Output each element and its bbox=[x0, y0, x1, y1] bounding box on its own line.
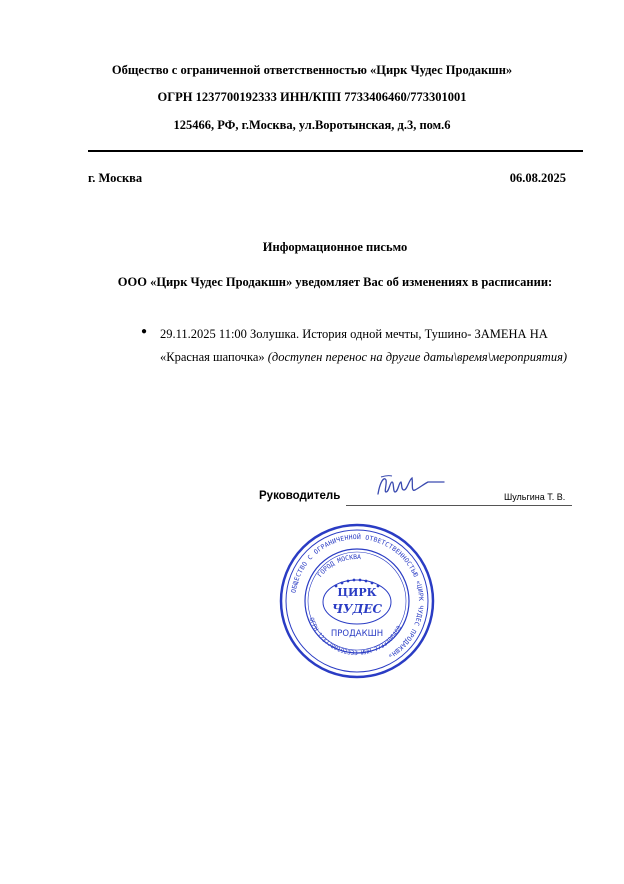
header-divider bbox=[88, 150, 583, 152]
seal-center-top: ЦИРК bbox=[337, 586, 377, 599]
letter-title: Информационное письмо bbox=[262, 240, 408, 254]
schedule-change-note: (доступен перенос на другие даты\время\мероприятия) bbox=[267, 350, 568, 364]
handwritten-signature bbox=[372, 470, 452, 502]
company-seal bbox=[278, 522, 436, 680]
signatory-name: Шульгина Т. В. bbox=[504, 492, 566, 502]
signature-line bbox=[346, 505, 572, 506]
seal-city-text: ГОРОД МОСКВА bbox=[315, 552, 362, 579]
letterhead-address: 125466, РФ, г.Москва, ул.Воротынская, д.3, пом.6 bbox=[173, 118, 451, 132]
seal-center-bottom: ПРОДАКШН bbox=[330, 629, 384, 639]
letter-date: 06.08.2025 bbox=[509, 171, 566, 185]
seal-center-mid: ЧУДЕС bbox=[331, 602, 383, 616]
letterhead-company: Общество с ограниченной ответственностью «Цирк Чудес Продакшн» bbox=[111, 63, 513, 77]
letter-city: г. Москва bbox=[88, 171, 143, 185]
letter-intro: ООО «Цирк Чудес Продакшн» уведомляет Вас об изменениях в расписании: bbox=[117, 275, 553, 289]
letterhead-registration: ОГРН 1237700192333 ИНН/КПП 7733406460/773301001 bbox=[157, 90, 467, 104]
seal-bottom-text: ОГРН 1237700192333 ИНН 7733406460 bbox=[307, 616, 404, 658]
schedule-change-text: 29.11.2025 11:00 Золушка. История одной мечты, Тушино- ЗАМЕНА НА «Красная шапочка» bbox=[160, 327, 548, 364]
list-bullet: ● bbox=[141, 326, 148, 337]
seal-ring-text: ОБЩЕСТВО С ОГРАНИЧЕННОЙ ОТВЕТСТВЕННОСТЬЮ «ЦИРК ЧУДЕС ПРОДАКШН» bbox=[289, 532, 426, 661]
schedule-change-item bbox=[160, 323, 590, 369]
signature-role: Руководитель bbox=[259, 490, 341, 502]
